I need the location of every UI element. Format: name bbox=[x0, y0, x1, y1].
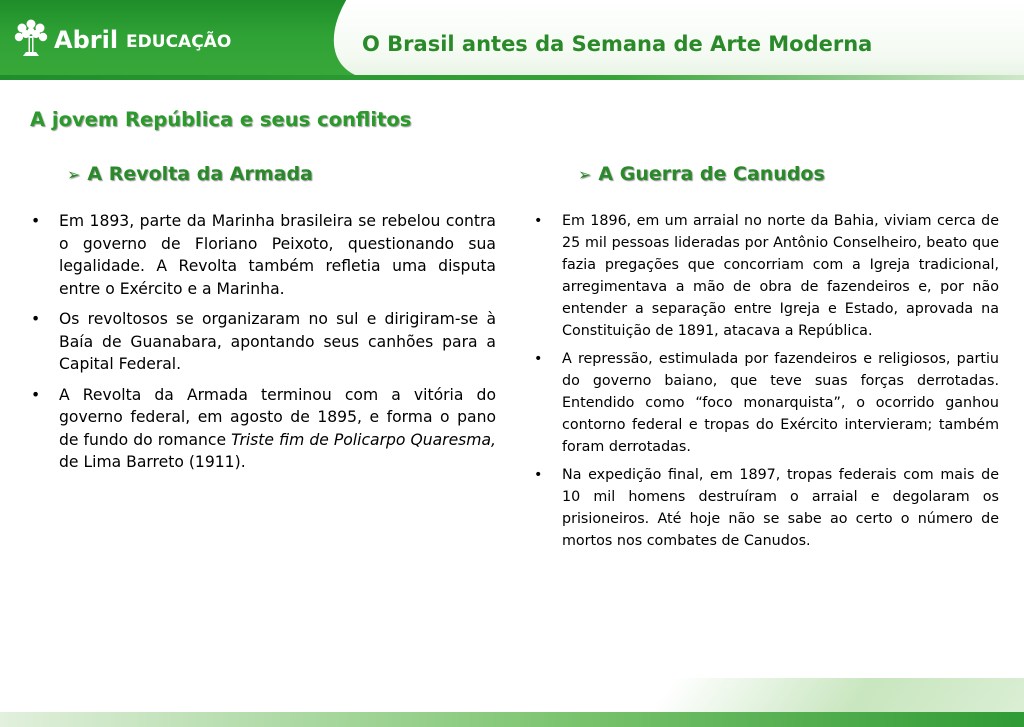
logo-division-text: EDUCAÇÃO bbox=[126, 32, 232, 52]
bullet-icon: • bbox=[534, 351, 543, 367]
list-item bbox=[534, 464, 999, 552]
left-column-body bbox=[31, 210, 496, 482]
right-column-heading bbox=[578, 163, 825, 185]
list-item-text: A Revolta da Armada terminou com a vitória do governo federal, em agosto de 1895, e forma o pano de fundo do romance bbox=[59, 385, 496, 449]
list-item bbox=[31, 308, 496, 376]
tree-icon bbox=[14, 18, 48, 62]
list-item-text: Em 1893, parte da Marinha brasileira se rebelou contra o governo de Floriano Peixoto, questionando sua legalidade. A Revolta também refletia uma disputa entre o Exército e a Marinha. bbox=[59, 212, 496, 298]
bullet-icon: • bbox=[31, 310, 41, 328]
list-item bbox=[31, 210, 496, 300]
bullet-icon: • bbox=[534, 213, 543, 229]
list-item-text-end: de Lima Barreto (1911). bbox=[59, 453, 246, 471]
arrow-bullet-icon: ➢ bbox=[67, 165, 81, 184]
left-column-heading-text: A Revolta da Armada bbox=[87, 163, 313, 185]
header-stripe bbox=[0, 75, 1024, 80]
bullet-icon: • bbox=[31, 385, 41, 404]
list-item bbox=[534, 348, 999, 458]
bullet-icon: • bbox=[31, 212, 41, 230]
section-title: A jovem República e seus conflitos bbox=[30, 108, 412, 131]
right-column-heading-text: A Guerra de Canudos bbox=[598, 163, 825, 185]
bullet-icon: • bbox=[534, 467, 543, 483]
footer-band bbox=[0, 678, 1024, 727]
book-title: Triste fim de Policarpo Quaresma, bbox=[231, 430, 496, 449]
list-item-text: Os revoltosos se organizaram no sul e dirigiram-se à Baía de Guanabara, apontando seus canhões para a Capital Federal. bbox=[59, 310, 496, 373]
right-bullet-list bbox=[534, 210, 999, 552]
arrow-bullet-icon: ➢ bbox=[578, 165, 592, 184]
footer-stripe bbox=[0, 712, 1024, 727]
slide-title: O Brasil antes da Semana de Arte Moderna bbox=[362, 32, 873, 56]
right-column-body bbox=[534, 210, 999, 558]
list-item bbox=[31, 384, 496, 474]
list-item-text: A repressão, estimulada por fazendeiros e religiosos, partiu do governo baiano, que teve suas forças derrotadas. Entendido como “foco monarquista”, o ocorrido ganhou contorno federal e tropas do Exército intervieram; também foram derrotadas. bbox=[562, 351, 999, 455]
left-column-heading bbox=[67, 163, 313, 185]
list-item-text: Na expedição final, em 1897, tropas federais com mais de 10 mil homens destruíram o arraial e degolaram os prisioneiros. Até hoje não se sabe ao certo o número de mortos nos combates de Canudos. bbox=[562, 467, 999, 549]
list-item-text: Em 1896, em um arraial no norte da Bahia, viviam cerca de 25 mil pessoas lideradas por Antônio Conselheiro, beato que fazia pregações que concorriam com a Igreja tradicional, arregimentava a mão de obra de fazendeiros e, por não entender a separação entre Igreja e Estado, aprovada na Constituição de 1891, atacava a República. bbox=[562, 213, 999, 339]
abril-educacao-logo bbox=[14, 18, 231, 62]
left-bullet-list bbox=[31, 210, 496, 474]
list-item bbox=[534, 210, 999, 342]
logo-brand-text: Abril bbox=[54, 26, 119, 54]
